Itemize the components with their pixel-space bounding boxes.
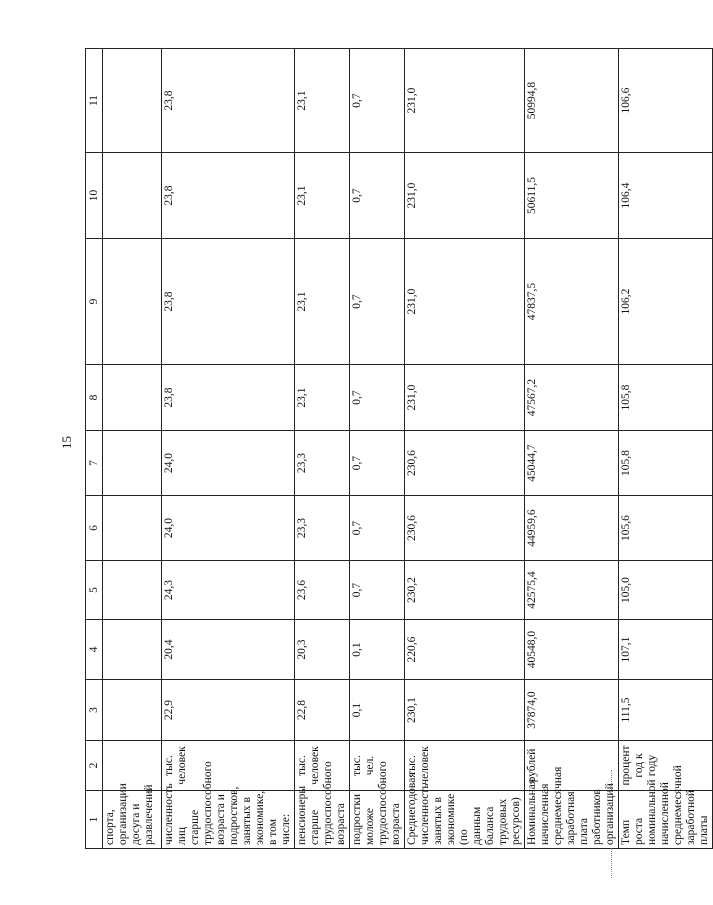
table-row [525, 49, 619, 849]
table-cell-value [103, 49, 162, 153]
table-cell-value: 106,4 [619, 153, 713, 239]
table-cell-value [103, 620, 162, 680]
row-indicator-name: подростки моложе трудоспособного возраста [350, 791, 405, 849]
scan-mark [611, 770, 612, 790]
table-cell-value: 40548,0 [525, 620, 619, 680]
table-cell-value: 0,7 [350, 365, 405, 431]
table-row [295, 49, 350, 849]
col-header: 4 [86, 620, 103, 680]
col-header: 3 [86, 680, 103, 741]
table-cell-value: 230,2 [405, 561, 525, 620]
table-cell-value: 50611,5 [525, 153, 619, 239]
row-unit [103, 741, 162, 791]
table-cell-value: 23,1 [295, 365, 350, 431]
table-cell-value: 20,4 [162, 620, 295, 680]
table-cell-value: 230,6 [405, 431, 525, 496]
col-header: 9 [86, 239, 103, 365]
table-cell-value: 23,1 [295, 239, 350, 365]
table-cell-value: 23,6 [295, 561, 350, 620]
table-cell-value: 42575,4 [525, 561, 619, 620]
table-cell-value: 44959,6 [525, 496, 619, 561]
table-cell-value: 231,0 [405, 239, 525, 365]
table-cell-value: 37874,0 [525, 680, 619, 741]
table-cell-value: 106,6 [619, 49, 713, 153]
table-cell-value: 0,7 [350, 431, 405, 496]
table-cell-value: 23,1 [295, 49, 350, 153]
col-header: 7 [86, 431, 103, 496]
table-cell-value: 24,0 [162, 431, 295, 496]
table-cell-value: 0,7 [350, 496, 405, 561]
table-row [405, 49, 525, 849]
table-cell-value: 47837,5 [525, 239, 619, 365]
table-cell-value: 230,6 [405, 496, 525, 561]
table-cell-value [103, 561, 162, 620]
col-header: 8 [86, 365, 103, 431]
table-cell-value: 231,0 [405, 365, 525, 431]
row-unit: рублей [525, 741, 619, 791]
rotated-table-frame [85, 49, 710, 849]
row-indicator-name: спорта, организации досуга и развлечений [103, 791, 162, 849]
table-cell-value: 0,1 [350, 620, 405, 680]
table-cell-value: 24,3 [162, 561, 295, 620]
table-cell-value: 0,7 [350, 153, 405, 239]
row-unit: тыс. чел. [350, 741, 405, 791]
table-cell-value: 111,5 [619, 680, 713, 741]
table-row [350, 49, 405, 849]
table-cell-value: 23,8 [162, 49, 295, 153]
table-cell-value: 22,9 [162, 680, 295, 741]
table-body [86, 49, 713, 849]
table-cell-value [103, 496, 162, 561]
table-cell-value: 23,8 [162, 365, 295, 431]
header-row [86, 49, 103, 849]
row-indicator-name: Номинальная начисленная среднемесячная заработная плата работников организаций [525, 791, 619, 849]
table-cell-value [103, 680, 162, 741]
col-header: 6 [86, 496, 103, 561]
row-indicator-name: численность лиц старше трудоспособного возраста и подростков, занятых в экономике, в том числе: [162, 791, 295, 849]
page-number: 15 [59, 436, 74, 449]
table-cell-value [103, 153, 162, 239]
table-cell-value: 23,3 [295, 431, 350, 496]
table-cell-value: 231,0 [405, 49, 525, 153]
table-cell-value: 20,3 [295, 620, 350, 680]
row-unit: процент год к году [619, 741, 713, 791]
table-cell-value: 0,7 [350, 239, 405, 365]
table-cell-value [103, 431, 162, 496]
row-unit: тыс. человек [405, 741, 525, 791]
table-cell-value [103, 365, 162, 431]
table-cell-value: 106,2 [619, 239, 713, 365]
table-cell-value: 23,1 [295, 153, 350, 239]
row-unit: тыс. человек [295, 741, 350, 791]
table-cell-value [103, 239, 162, 365]
table-cell-value: 50994,8 [525, 49, 619, 153]
col-header: 10 [86, 153, 103, 239]
table-cell-value: 230,1 [405, 680, 525, 741]
table-cell-value: 23,3 [295, 496, 350, 561]
table-cell-value: 23,8 [162, 153, 295, 239]
table-cell-value: 105,0 [619, 561, 713, 620]
row-indicator-name: пенсионеры старше трудоспособного возраста [295, 791, 350, 849]
table-cell-value: 107,1 [619, 620, 713, 680]
table-cell-value: 231,0 [405, 153, 525, 239]
table-cell-value: 105,6 [619, 496, 713, 561]
col-header: 1 [86, 791, 103, 849]
table-cell-value: 0,1 [350, 680, 405, 741]
data-table [85, 48, 713, 849]
row-indicator-name: Среднегодовая численность занятых в экономике (по данным баланса трудовых ресурсов) [405, 791, 525, 849]
col-header: 11 [86, 49, 103, 153]
row-unit: тыс. человек [162, 741, 295, 791]
table-cell-value: 0,7 [350, 49, 405, 153]
table-cell-value: 220,6 [405, 620, 525, 680]
table-row [162, 49, 295, 849]
table-cell-value: 105,8 [619, 431, 713, 496]
table-row [103, 49, 162, 849]
row-indicator-name: Темп роста номинальной начисленной среднемесячной заработной платы [619, 791, 713, 849]
table-row [619, 49, 713, 849]
table-cell-value: 22,8 [295, 680, 350, 741]
table-cell-value: 105,8 [619, 365, 713, 431]
col-header: 5 [86, 561, 103, 620]
table-cell-value: 24,0 [162, 496, 295, 561]
scan-mark [611, 848, 612, 878]
table-cell-value: 0,7 [350, 561, 405, 620]
table-cell-value: 45044,7 [525, 431, 619, 496]
table-cell-value: 47567,2 [525, 365, 619, 431]
col-header: 2 [86, 741, 103, 791]
table-cell-value: 23,8 [162, 239, 295, 365]
